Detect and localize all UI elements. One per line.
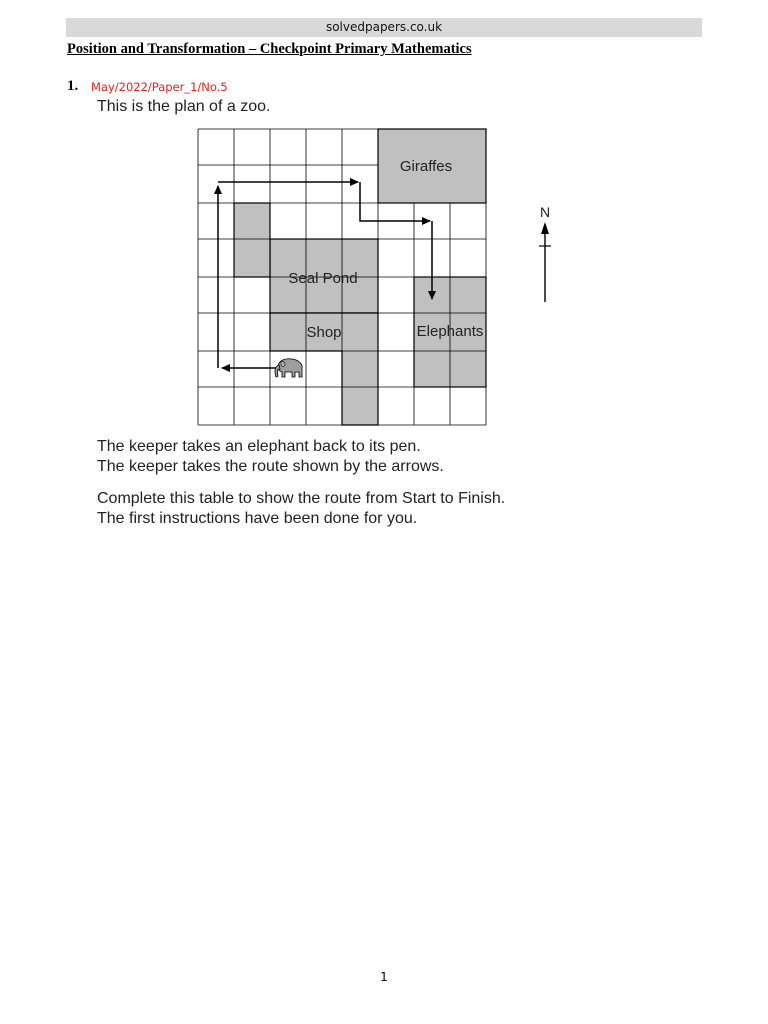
label-shop: Shop: [306, 324, 342, 341]
compass-north-label: N: [539, 204, 551, 220]
question-line-3: Complete this table to show the route from Start to Finish.: [97, 490, 506, 507]
north-compass: [530, 200, 560, 306]
question-intro: This is the plan of a zoo.: [97, 98, 271, 115]
elephant-icon: [275, 359, 302, 377]
question-line-1: The keeper takes an elephant back to its pen.: [97, 438, 421, 455]
compass-arrow-head: [541, 222, 549, 234]
question-line-4: The first instructions have been done for you.: [97, 510, 418, 527]
page-title: Position and Transformation – Checkpoint Primary Mathematics: [67, 41, 472, 57]
small-enclosure: [234, 203, 270, 277]
page-number: 1: [380, 970, 388, 984]
question-line-2: The keeper takes the route shown by the arrows.: [97, 458, 444, 475]
question-number: 1.: [67, 78, 79, 94]
label-seal-pond: Seal Pond: [288, 270, 358, 287]
zoo-plan-grid: [196, 125, 492, 429]
site-header-bar: solvedpapers.co.uk: [66, 18, 702, 37]
label-elephants: Elephants: [416, 323, 484, 340]
label-giraffes: Giraffes: [399, 158, 453, 175]
question-source: May/2022/Paper_1/No.5: [91, 80, 228, 94]
